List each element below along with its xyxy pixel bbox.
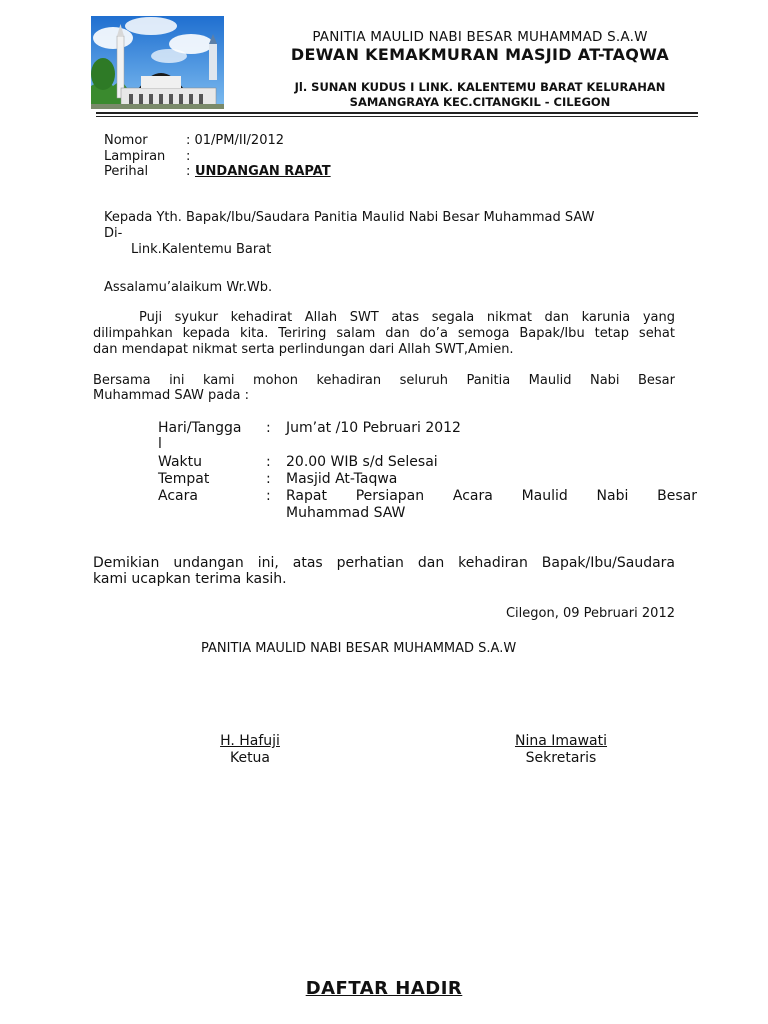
recipient-line: Kepada Yth. Bapak/Ibu/Saudara Panitia Maulid Nabi Besar Muhammad SAW xyxy=(104,210,595,225)
signatory-right-name: Nina Imawati xyxy=(514,733,608,749)
signatory-left-role: Ketua xyxy=(229,750,271,766)
nomor-label: Nomor xyxy=(104,133,148,148)
hari-colon: : xyxy=(266,420,271,436)
recipient-address: Link.Kalentemu Barat xyxy=(131,242,272,257)
waktu-value: 20.00 WIB s/d Selesai xyxy=(286,454,438,470)
signatory-left-name: H. Hafuji xyxy=(220,733,280,749)
paragraph2-line1: Bersama ini kami mohon kehadiran seluruh Panitia Maulid Nabi Besar xyxy=(93,373,675,388)
perihal-label: Perihal xyxy=(104,164,149,179)
mosque-logo xyxy=(91,16,224,109)
greeting: Assalamu’alaikum Wr.Wb. xyxy=(104,280,273,295)
lampiran-label: Lampiran xyxy=(104,149,166,164)
waktu-colon: : xyxy=(266,454,271,470)
tempat-label: Tempat xyxy=(158,471,210,487)
closing-line1: Demikian undangan ini, atas perhatian dan kehadiran Bapak/Ibu/Saudara xyxy=(93,555,675,571)
paragraph1-line1: Puji syukur kehadirat Allah SWT atas segala nikmat dan karunia yang xyxy=(139,310,675,325)
hari-label-wrap: l xyxy=(158,436,162,452)
paragraph1-line2: dilimpahkan kepada kita. Teriring salam dan do’a semoga Bapak/Ibu tetap sehat xyxy=(93,326,675,341)
letterhead-address-line1: Jl. SUNAN KUDUS I LINK. KALENTEMU BARAT KELURAHAN xyxy=(294,80,666,94)
place-date: Cilegon, 09 Pebruari 2012 xyxy=(505,606,675,621)
acara-label: Acara xyxy=(158,488,198,504)
recipient-di: Di- xyxy=(104,226,123,241)
hari-value: Jum’at /10 Pebruari 2012 xyxy=(286,420,461,436)
attendance-list-title: DAFTAR HADIR xyxy=(305,978,463,999)
tempat-value: Masjid At-Taqwa xyxy=(286,471,398,487)
perihal-colon: : xyxy=(186,164,191,179)
waktu-label: Waktu xyxy=(158,454,202,470)
committee-name: PANITIA MAULID NABI BESAR MUHAMMAD S.A.W xyxy=(201,641,517,656)
acara-colon: : xyxy=(266,488,271,504)
header-rule-thin xyxy=(96,116,698,117)
closing-line2: kami ucapkan terima kasih. xyxy=(93,571,287,587)
header-rule-thick xyxy=(96,112,698,114)
letterhead-committee: PANITIA MAULID NABI BESAR MUHAMMAD S.A.W xyxy=(312,29,648,45)
signatory-right-role: Sekretaris xyxy=(525,750,597,766)
tempat-colon: : xyxy=(266,471,271,487)
acara-value-line1: Rapat Persiapan Acara Maulid Nabi Besar xyxy=(286,488,697,504)
paragraph2-line2: Muhammad SAW pada : xyxy=(93,388,249,403)
acara-value-line2: Muhammad SAW xyxy=(286,505,406,521)
paragraph1-line3: dan mendapat nikmat serta perlindungan dari Allah SWT,Amien. xyxy=(93,342,514,357)
letterhead-address-line2: SAMANGRAYA KEC.CITANGKIL - CILEGON xyxy=(349,95,611,109)
letterhead-organization: DEWAN KEMAKMURAN MASJID AT-TAQWA xyxy=(290,45,670,64)
lampiran-value: : xyxy=(186,149,191,164)
nomor-value: : 01/PM/II/2012 xyxy=(186,133,285,148)
hari-label: Hari/Tangga xyxy=(158,420,242,436)
perihal-value: UNDANGAN RAPAT xyxy=(195,164,331,179)
